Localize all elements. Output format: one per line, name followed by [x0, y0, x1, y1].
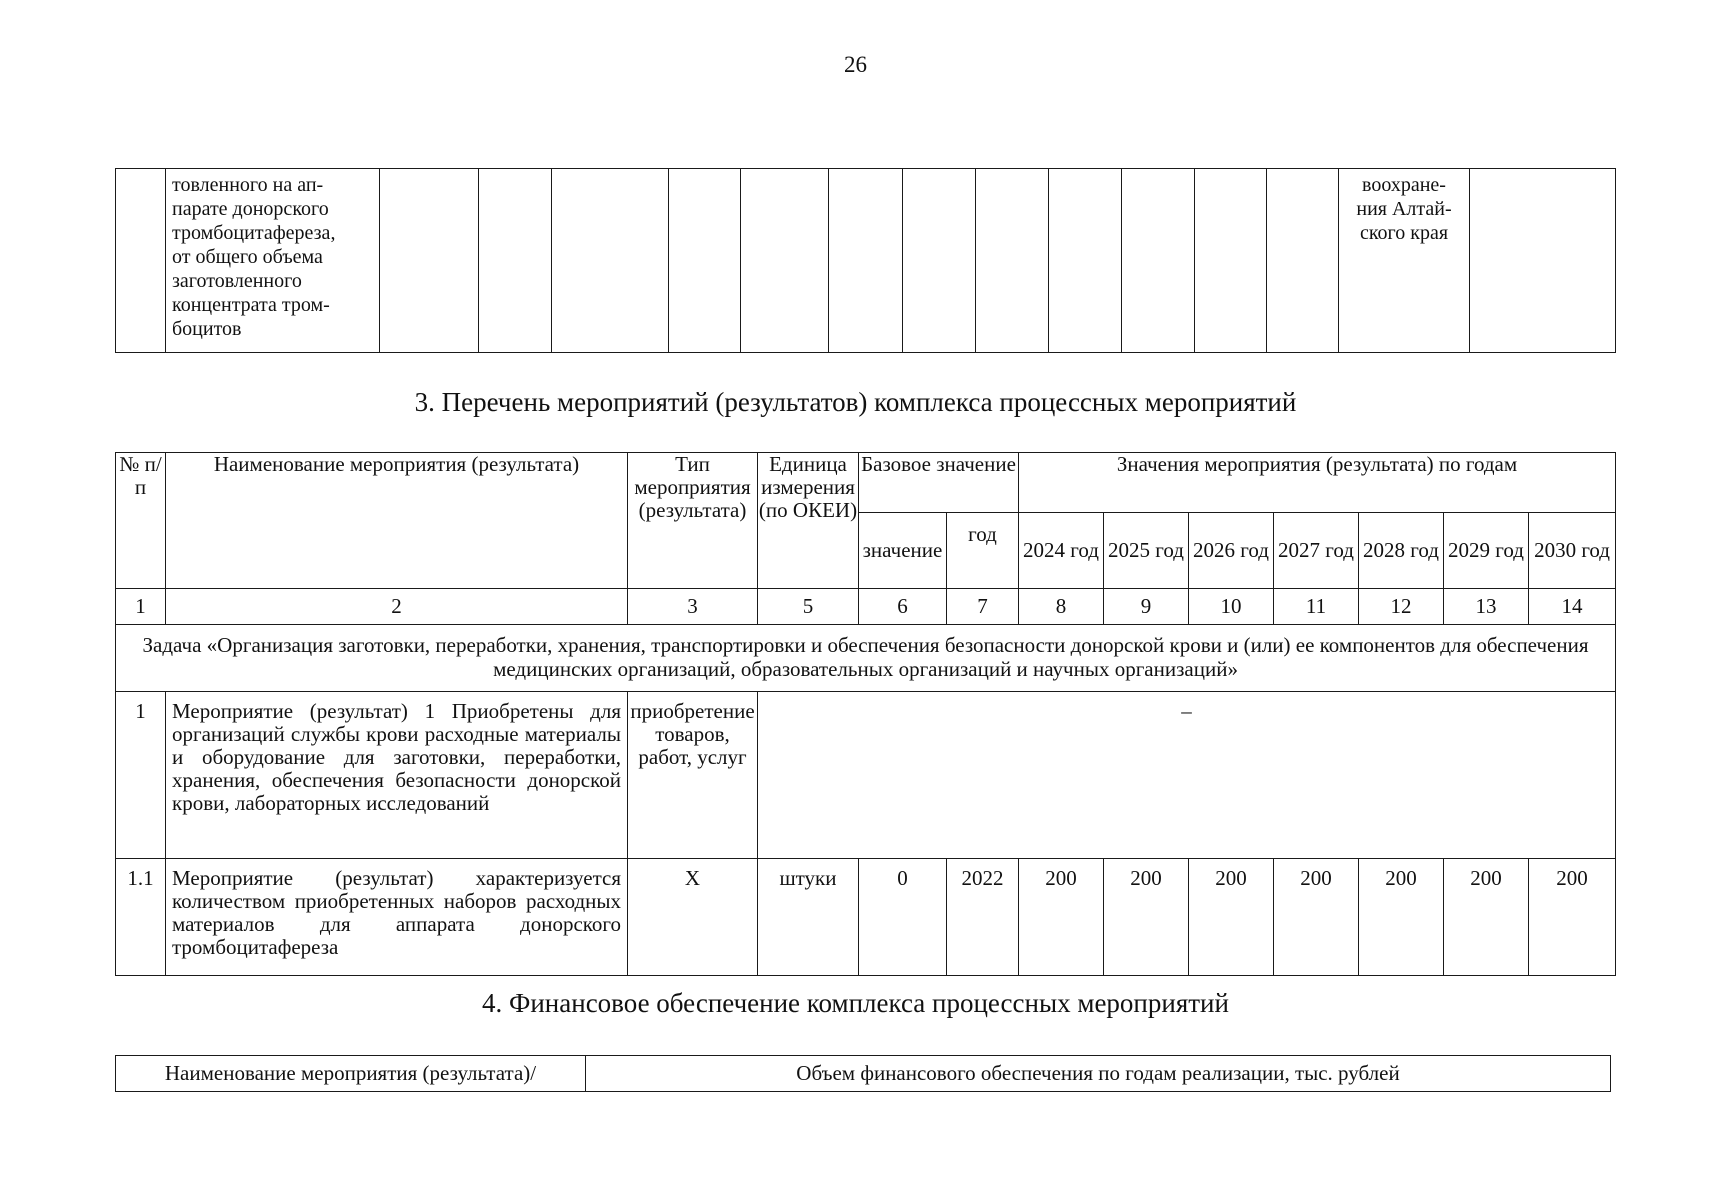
- row-year-value: 200: [1359, 859, 1444, 976]
- header-year: 2029 год: [1444, 513, 1529, 589]
- finance-table: [115, 1055, 1611, 1092]
- row-year-value: 200: [1274, 859, 1359, 976]
- header-year: 2030 год: [1529, 513, 1616, 589]
- column-number: 2: [166, 589, 628, 625]
- page-number: 26: [844, 52, 867, 77]
- column-number: 10: [1189, 589, 1274, 625]
- header-num: № п/п: [116, 453, 166, 589]
- cont-empty-cell: [380, 169, 479, 353]
- cont-name-line: боцитов: [172, 318, 242, 340]
- cont-name-line: тромбоцитафереза,: [172, 222, 336, 244]
- header-year: 2024 год: [1019, 513, 1104, 589]
- header-name: Наименование мероприятия (результата): [166, 453, 628, 589]
- cont-responsible-line: воохране-: [1362, 174, 1446, 196]
- cont-responsible-line: ского края: [1359, 222, 1449, 244]
- row-year-value: 200: [1104, 859, 1189, 976]
- section-3-title: 3. Перечень мероприятий (результатов) комплекса процессных мероприятий: [414, 387, 1297, 417]
- cont-name-cell: [166, 169, 380, 353]
- row-type: приобретение товаров, работ, услуг: [628, 692, 758, 859]
- header-by-years: Значения мероприятия (результата) по годам: [1019, 453, 1616, 513]
- cont-empty-cell: [1470, 169, 1616, 353]
- row-year-value: 200: [1189, 859, 1274, 976]
- cont-empty-cell: [903, 169, 976, 353]
- activities-table: [115, 452, 1616, 976]
- cont-empty-cell: [829, 169, 903, 353]
- cont-responsible-cell: [1339, 169, 1470, 353]
- row-type: X: [628, 859, 758, 976]
- section-4-title: 4. Финансовое обеспечение комплекса процессных мероприятий: [482, 988, 1229, 1018]
- row-unit: штуки: [758, 859, 859, 976]
- row-base-value: 0: [859, 859, 947, 976]
- header-year: 2026 год: [1189, 513, 1274, 589]
- header-base-value: значение: [859, 513, 947, 589]
- column-number: 8: [1019, 589, 1104, 625]
- header-type: Тип мероприятия (результата): [628, 453, 758, 589]
- finance-header-name: Наименование мероприятия (результата)/: [116, 1056, 586, 1092]
- header-base-year: год: [947, 513, 1019, 589]
- cont-name-line: заготовленного: [172, 270, 302, 292]
- cont-num-cell: [116, 169, 166, 353]
- cont-empty-cell: [669, 169, 741, 353]
- cont-name-line: парате донорского: [172, 198, 329, 220]
- cont-empty-cell: [552, 169, 669, 353]
- header-base: Базовое значение: [859, 453, 1019, 513]
- cont-empty-cell: [1122, 169, 1195, 353]
- cont-empty-cell: [1267, 169, 1339, 353]
- cont-responsible-line: ния Алтай-: [1356, 198, 1452, 220]
- cont-empty-cell: [1195, 169, 1267, 353]
- header-year: 2025 год: [1104, 513, 1189, 589]
- cont-name-line: товленного на ап-: [172, 174, 324, 196]
- column-number: 13: [1444, 589, 1529, 625]
- task-row: Задача «Организация заготовки, переработки, хранения, транспортировки и обеспечения безопасности донорской крови и (или) ее компонентов для обеспечения медицинских организаций, образовательных организаций и научных организаций»: [116, 625, 1616, 692]
- row-year-value: 200: [1529, 859, 1616, 976]
- row-year-value: 200: [1019, 859, 1104, 976]
- column-number: 9: [1104, 589, 1189, 625]
- row-num: 1: [116, 692, 166, 859]
- cont-empty-cell: [741, 169, 829, 353]
- row-base-year: 2022: [947, 859, 1019, 976]
- column-number: 6: [859, 589, 947, 625]
- column-number: 14: [1529, 589, 1616, 625]
- cont-empty-cell: [1049, 169, 1122, 353]
- cont-empty-cell: [976, 169, 1049, 353]
- column-number: 12: [1359, 589, 1444, 625]
- row-name: Мероприятие (результат) характеризуется количеством приобретенных наборов расходных материалов для аппарата донорского тромбоцитафереза: [166, 859, 628, 976]
- row-name: Мероприятие (результат) 1 Приобретены для организаций службы крови расходные материалы и оборудование для заготовки, переработки, хранения, обеспечения безопасности донорской крови, лабораторных исследований: [166, 692, 628, 859]
- cont-name-line: концентрата тром-: [172, 294, 330, 316]
- cont-name-line: от общего объема: [172, 246, 323, 268]
- column-number: 3: [628, 589, 758, 625]
- column-number: 5: [758, 589, 859, 625]
- column-number: 11: [1274, 589, 1359, 625]
- header-year: 2027 год: [1274, 513, 1359, 589]
- header-unit: Единица измерения (по ОКЕИ): [758, 453, 859, 589]
- row-year-value: 200: [1444, 859, 1529, 976]
- row-num: 1.1: [116, 859, 166, 976]
- finance-header-volume: Объем финансового обеспечения по годам реализации, тыс. рублей: [586, 1056, 1611, 1092]
- column-number: 1: [116, 589, 166, 625]
- cont-empty-cell: [479, 169, 552, 353]
- column-number: 7: [947, 589, 1019, 625]
- header-year: 2028 год: [1359, 513, 1444, 589]
- row-dash: –: [758, 692, 1616, 859]
- continuation-table: [115, 168, 1616, 353]
